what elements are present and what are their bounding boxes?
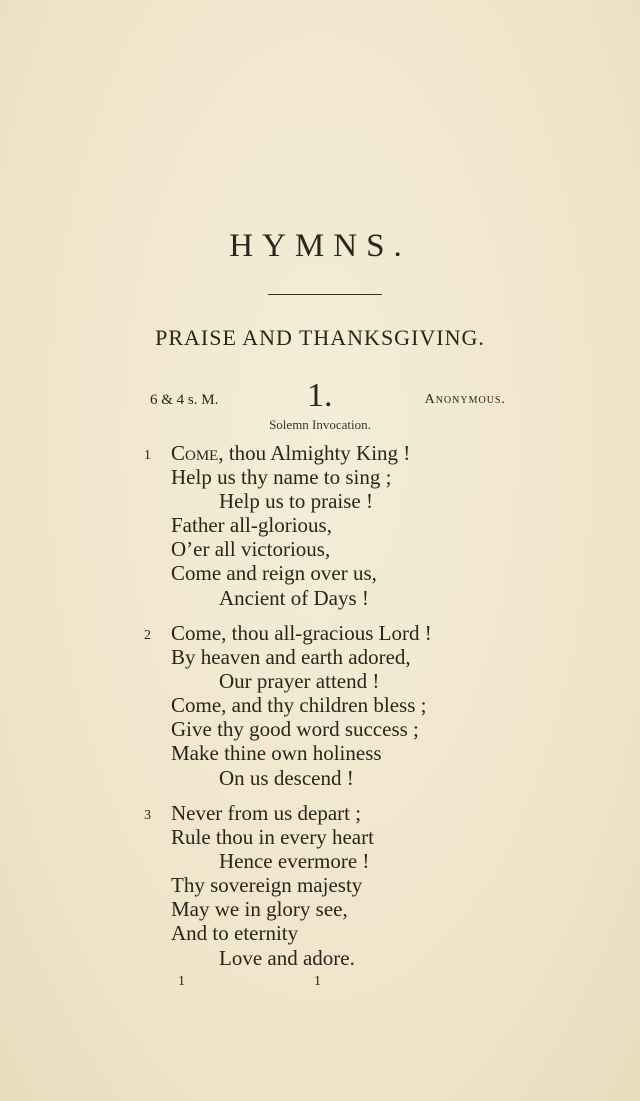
stanza-line: Come, and thy children bless ; <box>171 693 427 718</box>
title-rule <box>268 294 382 295</box>
stanza-line: 2 Come, thou all-gracious Lord ! <box>140 621 432 645</box>
stanza-line: Love and adore. <box>219 945 355 970</box>
hymn-subtitle: Solemn Invocation. <box>269 417 371 432</box>
stanza-line: 3 Never from us depart ; <box>140 801 374 825</box>
stanza-first-word: Come, <box>171 441 224 465</box>
stanza-number: 1 <box>144 448 151 463</box>
stanza-number: 3 <box>144 808 151 823</box>
stanza-line: Come and reign over us, <box>171 561 377 586</box>
stanza-line: On us descend ! <box>219 765 354 790</box>
signature-mark-right: 1 <box>314 974 321 989</box>
stanza-line: Thy sovereign majesty <box>171 873 363 898</box>
stanza-2 <box>140 621 432 790</box>
stanza-line: Our prayer attend ! <box>219 669 380 694</box>
stanza-1 <box>140 441 410 610</box>
page-footer <box>0 974 640 994</box>
stanza-line: May we in glory see, <box>171 897 348 922</box>
stanza-line: Hence evermore ! <box>219 849 370 874</box>
hymn-meter: 6 & 4 s. M. <box>150 392 219 408</box>
page-title: HYMNS. <box>229 228 411 264</box>
stanza-line: 1 Come, thou Almighty King ! <box>140 441 410 465</box>
stanza-line: O’er all victorious, <box>171 537 331 562</box>
signature-mark-left: 1 <box>178 974 185 989</box>
hymn-number: 1. <box>307 377 333 414</box>
section-heading: PRAISE AND THANKSGIVING. <box>155 325 485 350</box>
stanza-line: By heaven and earth adored, <box>171 645 411 670</box>
hymn-author: Anonymous. <box>424 392 506 407</box>
hymn-header <box>150 378 506 418</box>
stanza-line: Help us to praise ! <box>219 489 373 514</box>
stanza-line: Make thine own holiness <box>171 741 382 766</box>
stanza-3 <box>140 801 374 970</box>
stanza-line: Help us thy name to sing ; <box>171 465 392 490</box>
stanza-number: 2 <box>144 628 151 643</box>
stanza-line: Rule thou in every heart <box>171 825 374 850</box>
stanza-line: Give thy good word success ; <box>171 717 419 742</box>
stanza-line: Ancient of Days ! <box>219 585 369 610</box>
stanza-line: Father all-glorious, <box>171 513 332 538</box>
stanza-line: And to eternity <box>171 921 299 946</box>
